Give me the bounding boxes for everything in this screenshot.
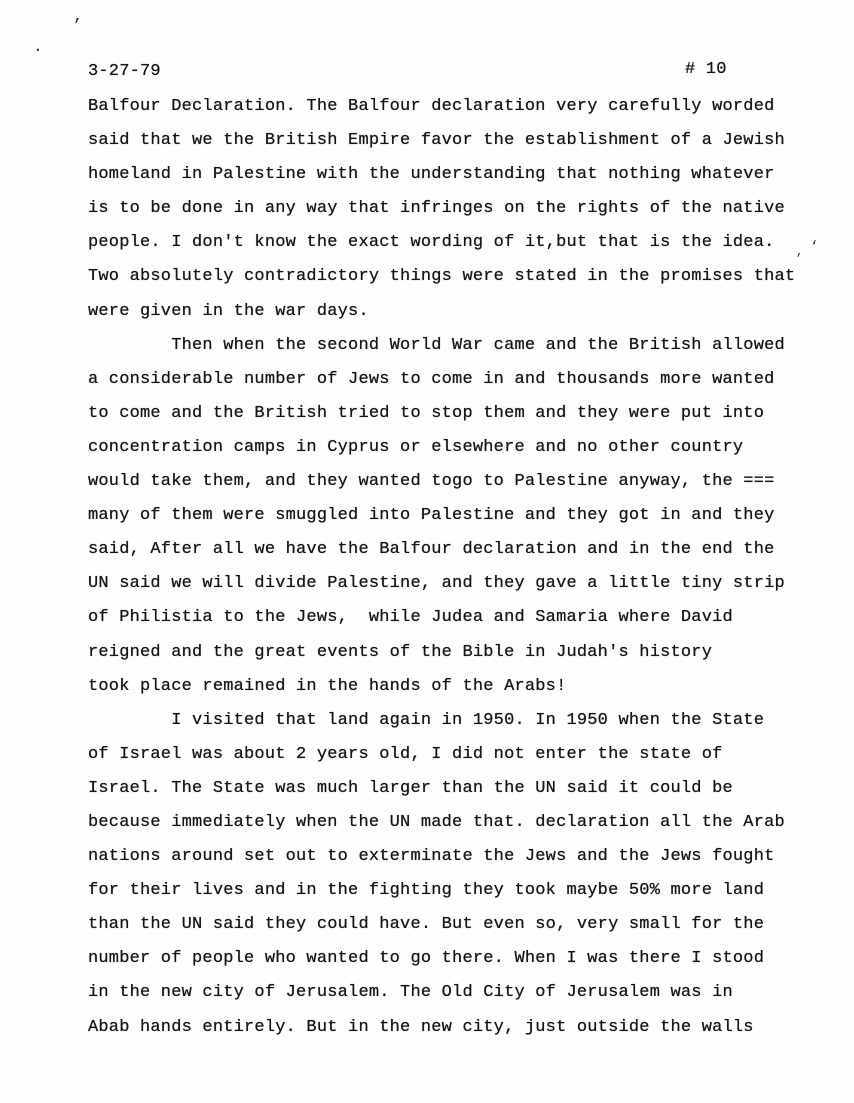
page-header bbox=[0, 62, 854, 86]
scan-artifact: · bbox=[33, 41, 43, 59]
text-line: many of them were smuggled into Palestine and they got in and they bbox=[88, 506, 775, 526]
text-line: concentration camps in Cyprus or elsewhere and no other country bbox=[88, 437, 744, 457]
scan-artifact: ‘ bbox=[810, 239, 819, 255]
text-line: Two absolutely contradictory things were stated in the promises that bbox=[88, 267, 796, 287]
text-line: said that we the British Empire favor the establishment of a Jewish bbox=[88, 131, 785, 151]
text-line: nations around set out to exterminate the Jews and the Jews fought bbox=[88, 847, 775, 867]
text-line: because immediately when the UN made that. declaration all the Arab bbox=[88, 812, 785, 832]
page-number: # 10 bbox=[685, 60, 727, 79]
text-line: than the UN said they could have. But even so, very small for the bbox=[88, 915, 765, 935]
text-line: homeland in Palestine with the understanding that nothing whatever bbox=[88, 165, 775, 185]
text-line: for their lives and in the fighting they took maybe 50% more land bbox=[88, 881, 765, 901]
document-date: 3-27-79 bbox=[88, 62, 161, 81]
text-line: in the new city of Jerusalem. The Old City of Jerusalem was in bbox=[88, 983, 733, 1003]
text-line: of Israel was about 2 years old, I did not enter the state of bbox=[88, 744, 723, 764]
text-line: people. I don't know the exact wording of it,but that is the idea. bbox=[88, 233, 775, 253]
text-line: of Philistia to the Jews, while Judea and Samaria where David bbox=[88, 608, 733, 628]
text-line: Abab hands entirely. But in the new city, just outside the walls bbox=[88, 1017, 754, 1037]
text-line: were given in the war days. bbox=[88, 301, 369, 321]
text-line: would take them, and they wanted togo to Palestine anyway, the === bbox=[88, 472, 775, 492]
text-line: a considerable number of Jews to come in and thousands more wanted bbox=[88, 369, 775, 389]
text-line: number of people who wanted to go there. When I was there I stood bbox=[88, 949, 765, 969]
text-line: Balfour Declaration. The Balfour declaration very carefully worded bbox=[88, 97, 775, 116]
text-line: to come and the British tried to stop them and they were put into bbox=[88, 403, 765, 423]
text-line: Then when the second World War came and the British allowed bbox=[88, 335, 785, 355]
text-line: took place remained in the hands of the Arabs! bbox=[88, 676, 567, 696]
text-line: is to be done in any way that infringes on the rights of the native bbox=[88, 199, 785, 219]
text-line: UN said we will divide Palestine, and they gave a little tiny strip bbox=[88, 574, 785, 594]
text-line: Israel. The State was much larger than the UN said it could be bbox=[88, 778, 733, 798]
text-line: I visited that land again in 1950. In 1950 when the State bbox=[88, 710, 765, 730]
scan-artifact: , bbox=[796, 245, 804, 259]
text-line: said, After all we have the Balfour declaration and in the end the bbox=[88, 540, 775, 560]
scan-artifact: ’ bbox=[72, 17, 83, 36]
document-body bbox=[88, 90, 828, 1045]
text-line: reigned and the great events of the Bible in Judah's history bbox=[88, 642, 713, 662]
